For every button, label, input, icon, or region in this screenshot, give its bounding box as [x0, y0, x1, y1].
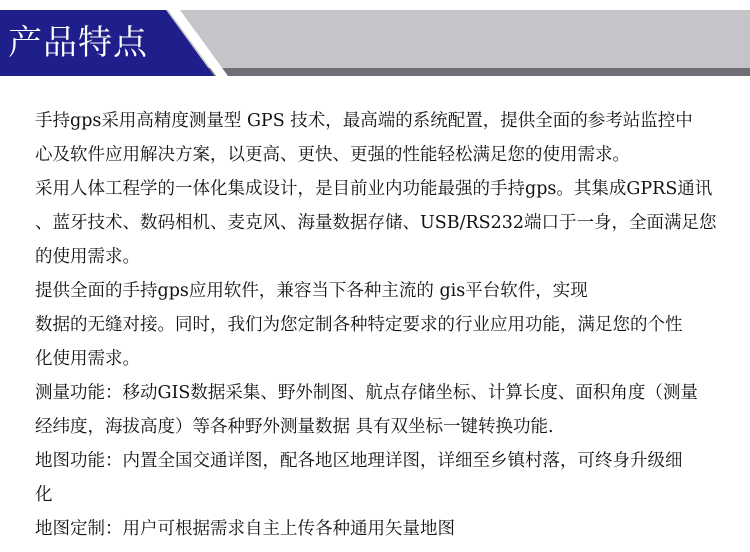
paragraph-line: 手持gps采用高精度测量型 GPS 技术，最高端的系统配置，提供全面的参考站监控中: [35, 111, 693, 131]
paragraph-line: 化使用需求。: [35, 349, 140, 369]
paragraph-line: 地图功能：内置全国交通详图，配各地区地理详图，详细至乡镇村落，可终身升级细: [35, 451, 683, 471]
banner-shadow-strip: [200, 68, 750, 76]
paragraph-line: 化: [35, 485, 53, 505]
feature-description: [35, 104, 725, 546]
paragraph-line: 、蓝牙技术、数码相机、麦克风、海量数据存储、USB/RS232端口于一身，全面满足您: [35, 213, 717, 233]
paragraph-line: 经纬度，海拔高度）等各种野外测量数据 具有双坐标一键转换功能.: [35, 417, 554, 437]
paragraph-line: 采用人体工程学的一体化集成设计，是目前业内功能最强的手持gps。其集成GPRS通讯: [35, 179, 713, 199]
section-header-banner: [0, 10, 750, 84]
paragraph-line: 测量功能：移动GIS数据采集、野外制图、航点存储坐标、计算长度、面积角度（测量: [35, 383, 698, 403]
paragraph-line: 的使用需求。: [35, 247, 140, 267]
page-title: 产品特点: [8, 23, 148, 63]
paragraph-line: 地图定制：用户可根据需求自主上传各种通用矢量地图: [35, 519, 455, 539]
paragraph-line: 心及软件应用解决方案，以更高、更快、更强的性能轻松满足您的使用需求。: [35, 145, 630, 165]
paragraph-line: 数据的无缝对接。同时，我们为您定制各种特定要求的行业应用功能，满足您的个性: [35, 315, 683, 335]
paragraph-line: 提供全面的手持gps应用软件，兼容当下各种主流的 gis平台软件，实现: [35, 281, 588, 301]
